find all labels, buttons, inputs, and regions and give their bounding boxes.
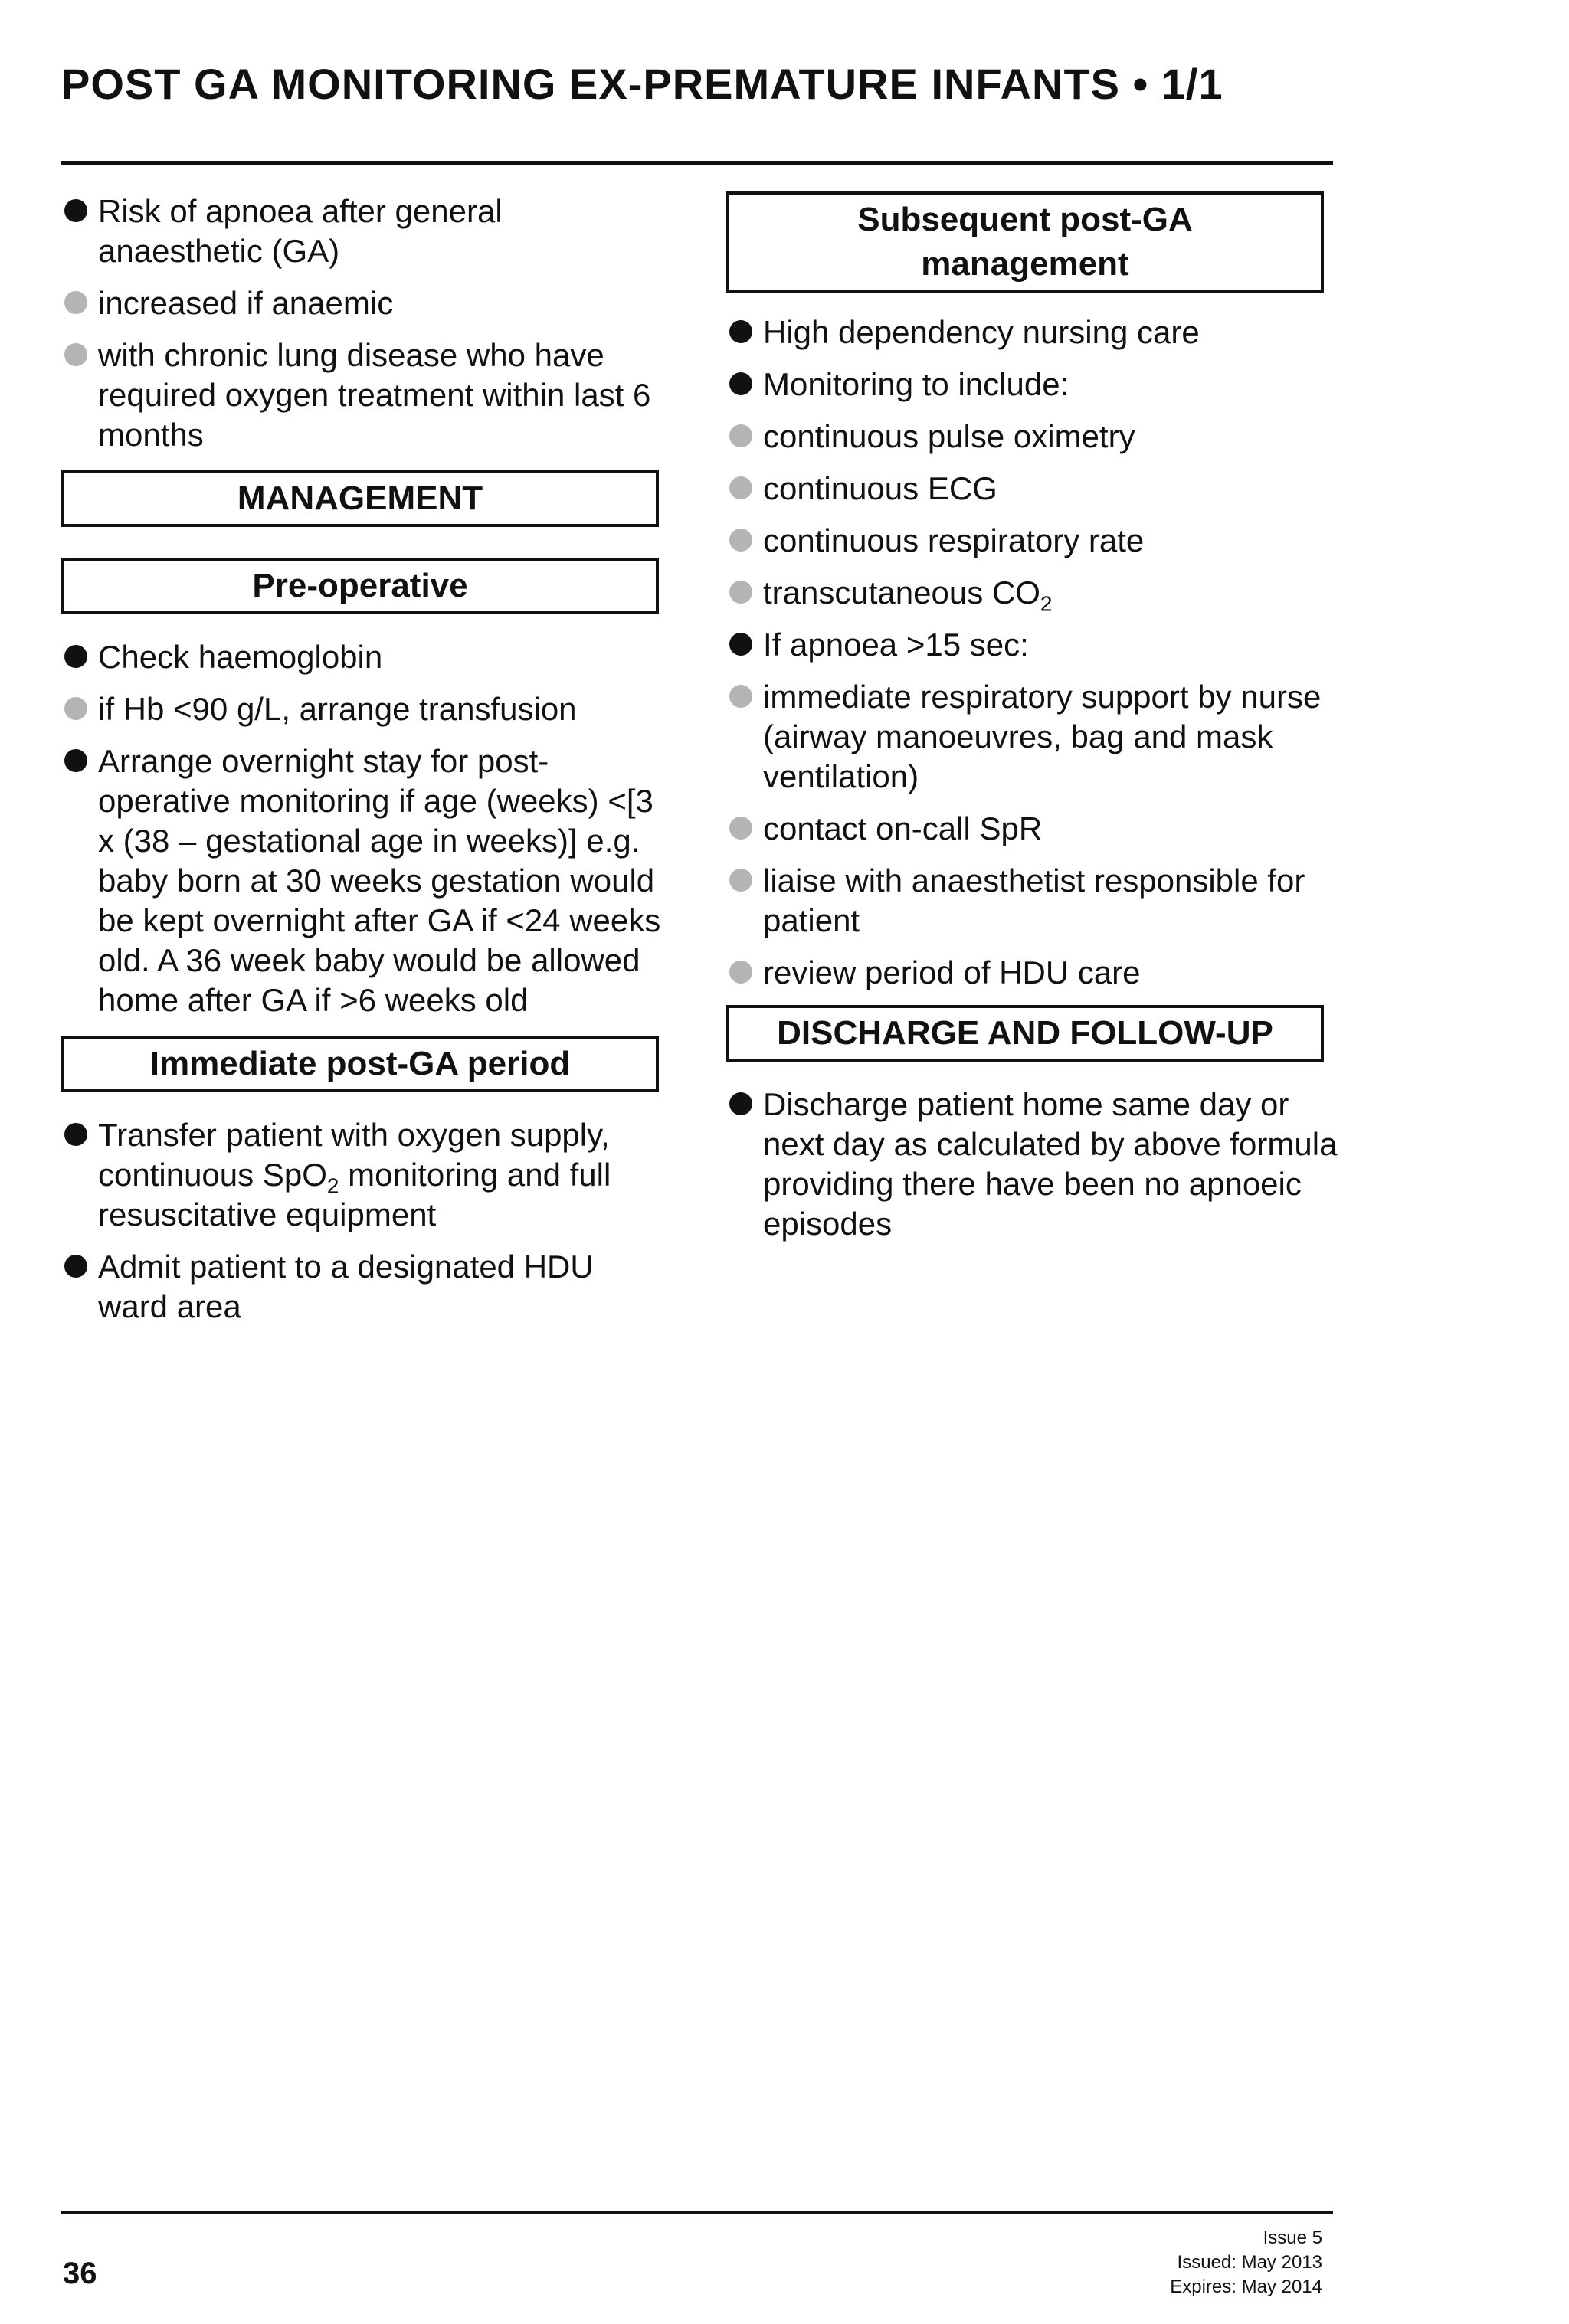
grey-bullet-icon	[64, 697, 87, 720]
subscript: 2	[1040, 591, 1053, 616]
bullet-item	[61, 741, 667, 1020]
bullet-text: Risk of apnoea after general anaesthetic (GA)	[98, 193, 503, 269]
right-column	[726, 191, 1339, 1256]
sub-bullet-item	[61, 689, 667, 729]
issue-number: Issue 5	[1263, 2227, 1322, 2248]
page-number: 36	[63, 2257, 97, 2290]
bullet-item	[726, 625, 1339, 665]
bullet-item	[61, 637, 667, 677]
sub-bullet-item	[726, 953, 1339, 993]
sub-bullet-item	[726, 417, 1339, 457]
sub-bullet-item	[726, 861, 1339, 941]
sub-bullet-item	[726, 521, 1339, 561]
grey-bullet-icon	[729, 817, 752, 840]
immediate-post-ga-heading: Immediate post-GA period	[61, 1036, 659, 1092]
grey-bullet-icon	[729, 685, 752, 708]
intro-list	[61, 191, 667, 455]
bullet-text: immediate respiratory support by nurse (airway manoeuvres, bag and mask ventilation)	[763, 679, 1322, 794]
immediate-post-ga-list	[61, 1115, 667, 1327]
subsequent-list	[726, 313, 1339, 993]
bullet-text: if Hb <90 g/L, arrange transfusion	[98, 691, 577, 727]
management-heading: MANAGEMENT	[61, 470, 659, 527]
sub-bullet-item	[726, 469, 1339, 509]
bullet-item	[726, 313, 1339, 352]
bullet-text: If apnoea >15 sec:	[763, 627, 1029, 663]
left-column	[61, 191, 667, 1339]
bullet-text: High dependency nursing care	[763, 314, 1200, 350]
black-bullet-icon	[729, 1092, 752, 1115]
sub-bullet-item	[61, 336, 667, 455]
bullet-text: with chronic lung disease who have required oxygen treatment within last 6 months	[98, 337, 651, 453]
grey-bullet-icon	[729, 529, 752, 552]
expiry-date: Expires: May 2014	[1170, 2277, 1322, 2297]
bullet-text: continuous respiratory rate	[763, 522, 1145, 558]
grey-bullet-icon	[64, 343, 87, 366]
black-bullet-icon	[729, 633, 752, 656]
black-bullet-icon	[64, 1123, 87, 1146]
bullet-text: transcutaneous CO	[763, 574, 1040, 610]
sub-bullet-item	[726, 573, 1339, 616]
bullet-item	[726, 365, 1339, 404]
discharge-heading: DISCHARGE AND FOLLOW-UP	[726, 1005, 1324, 1062]
preoperative-heading: Pre-operative	[61, 558, 659, 614]
grey-bullet-icon	[64, 291, 87, 314]
grey-bullet-icon	[729, 476, 752, 499]
sub-bullet-item	[726, 809, 1339, 849]
grey-bullet-icon	[729, 961, 752, 984]
page-title: POST GA MONITORING EX-PREMATURE INFANTS • 1/1	[61, 60, 1223, 108]
bullet-text: review period of HDU care	[763, 954, 1141, 990]
bullet-text: monitoring and full resuscitative equipment	[98, 1157, 611, 1232]
bullet-text: Transfer patient with oxygen supply, continuous SpO	[98, 1117, 610, 1193]
sub-bullet-item	[61, 283, 667, 323]
bullet-text: Discharge patient home same day or next day as calculated by above formula providing there have been no apnoeic episodes	[763, 1086, 1338, 1242]
black-bullet-icon	[729, 320, 752, 343]
bullet-text: Monitoring to include:	[763, 366, 1069, 402]
subsequent-post-ga-heading: Subsequent post-GA management	[726, 191, 1324, 293]
grey-bullet-icon	[729, 581, 752, 604]
bullet-text: Check haemoglobin	[98, 639, 383, 675]
preoperative-list	[61, 637, 667, 1020]
bullet-text: increased if anaemic	[98, 285, 394, 321]
grey-bullet-icon	[729, 424, 752, 447]
sub-bullet-item	[726, 677, 1339, 797]
grey-bullet-icon	[729, 869, 752, 892]
title-divider	[61, 161, 1333, 165]
issued-date: Issued: May 2013	[1177, 2252, 1322, 2273]
bullet-item	[61, 1115, 667, 1235]
black-bullet-icon	[64, 1255, 87, 1278]
bullet-text: contact on-call SpR	[763, 810, 1043, 846]
bullet-text: liaise with anaesthetist responsible for patient	[763, 862, 1305, 938]
bullet-text: Admit patient to a designated HDU ward area	[98, 1249, 594, 1324]
bullet-item	[61, 191, 667, 271]
subscript: 2	[326, 1173, 339, 1198]
bullet-item	[726, 1085, 1339, 1244]
bullet-text: Arrange overnight stay for post-operative monitoring if age (weeks) <[3 x (38 – gestational age in weeks)] e.g. baby born at 30 weeks gestation would be kept overnight after GA if <24 weeks old. A 36 week baby would be allowed home after GA if >6 weeks old	[98, 743, 661, 1018]
issue-info	[1170, 2226, 1322, 2299]
bullet-text: continuous ECG	[763, 470, 997, 506]
black-bullet-icon	[64, 645, 87, 668]
black-bullet-icon	[729, 372, 752, 395]
bullet-text: continuous pulse oximetry	[763, 418, 1135, 454]
black-bullet-icon	[64, 199, 87, 222]
black-bullet-icon	[64, 749, 87, 772]
bullet-item	[61, 1247, 667, 1327]
footer-divider	[61, 2211, 1333, 2214]
discharge-list	[726, 1085, 1339, 1244]
